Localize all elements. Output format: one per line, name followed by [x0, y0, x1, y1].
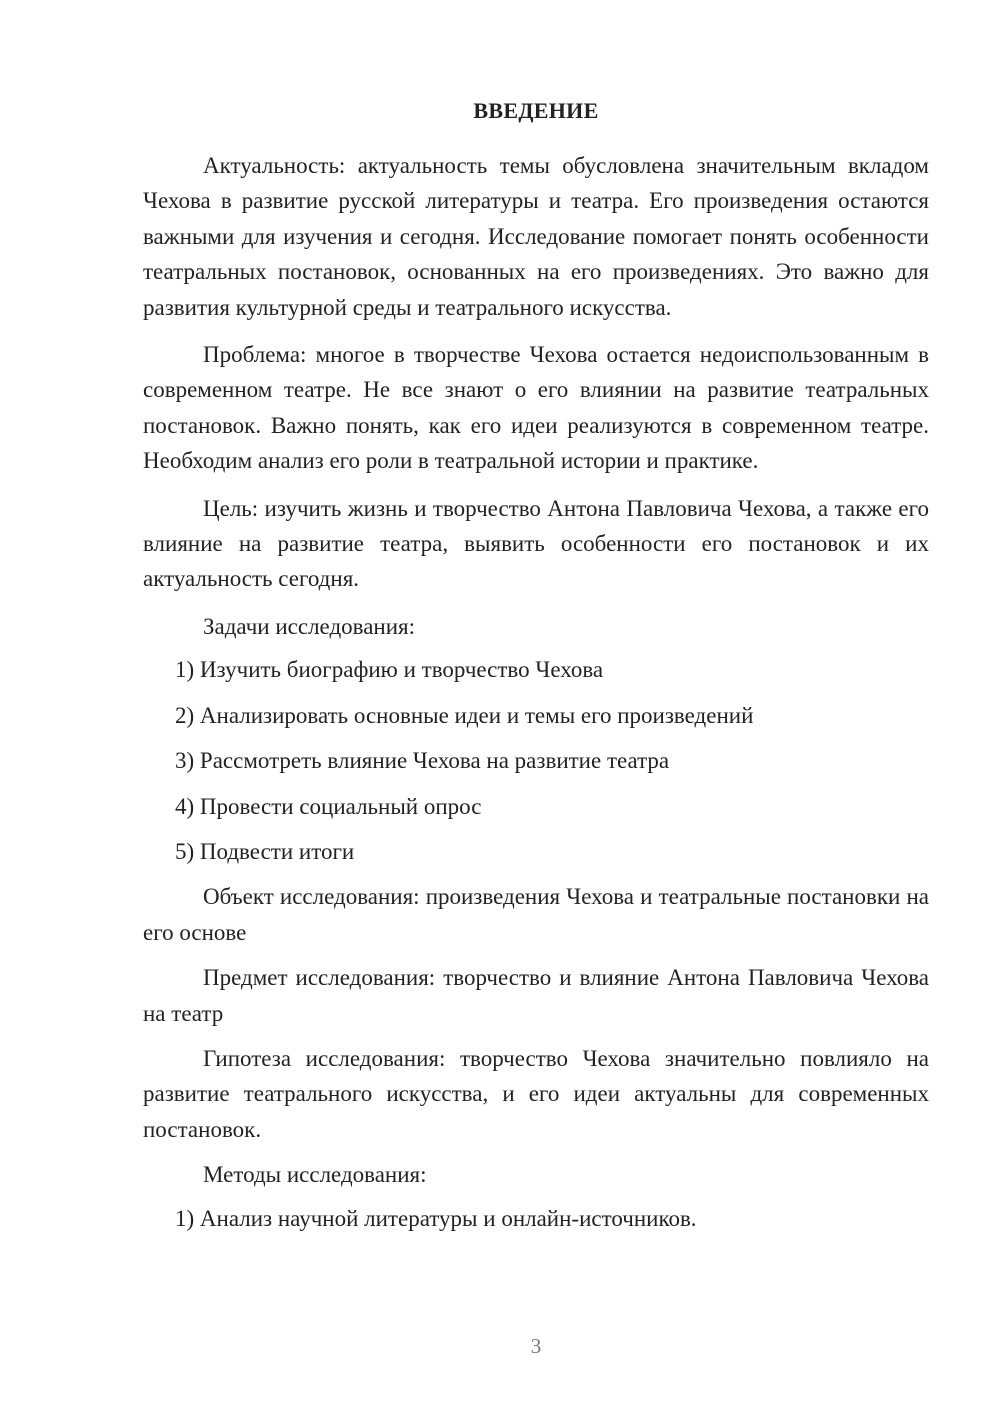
task-item: 3) Рассмотреть влияние Чехова на развитие театра: [175, 748, 670, 774]
methods-heading: Методы исследования:: [203, 1162, 427, 1188]
page-content: [143, 96, 929, 1246]
goal-paragraph: Цель: изучить жизнь и творчество Антона Павловича Чехова, а также его влияние на развитие театра, выявить особенности его постановок и их актуальность сегодня.: [143, 495, 929, 592]
problem-paragraph: Проблема: многое в творчестве Чехова остается недоиспользованным в современном театре. Не все знают о его влиянии на развитие театральных постановок. Важно понять, как его идеи реализуются в современном театре. Необходим анализ его роли в театральной истории и практике.: [143, 342, 929, 474]
methods-list: [143, 1201, 929, 1236]
page-number: 3: [530, 1334, 542, 1358]
task-item: 5) Подвести итоги: [175, 838, 355, 864]
task-item: 2) Анализировать основные идеи и темы его произведений: [175, 702, 754, 728]
tasks-heading: Задачи исследования:: [203, 613, 416, 639]
task-item: 4) Провести социальный опрос: [175, 793, 482, 819]
method-item: 1) Анализ научной литературы и онлайн-источников.: [175, 1205, 697, 1231]
page-title: ВВЕДЕНИЕ: [473, 98, 599, 123]
task-item: 1) Изучить биографию и творчество Чехова: [175, 657, 604, 683]
actuality-paragraph: Актуальность: актуальность темы обусловлена значительным вкладом Чехова в развитие русской литературы и театра. Его произведения остаются важными для изучения и сегодня. Исследование помогает понять особенности театральных постановок, основанных на его произведениях. Это важно для развития культурной среды и театрального искусства.: [143, 153, 929, 320]
subject-paragraph: Предмет исследования: творчество и влияние Антона Павловича Чехова на театр: [143, 965, 929, 1026]
object-paragraph: Объект исследования: произведения Чехова и театральные постановки на его основе: [143, 884, 929, 945]
tasks-list: [143, 652, 929, 869]
hypothesis-paragraph: Гипотеза исследования: творчество Чехова значительно повлияло на развитие театрального искусства, и его идеи актуальны для современных постановок.: [143, 1045, 929, 1142]
